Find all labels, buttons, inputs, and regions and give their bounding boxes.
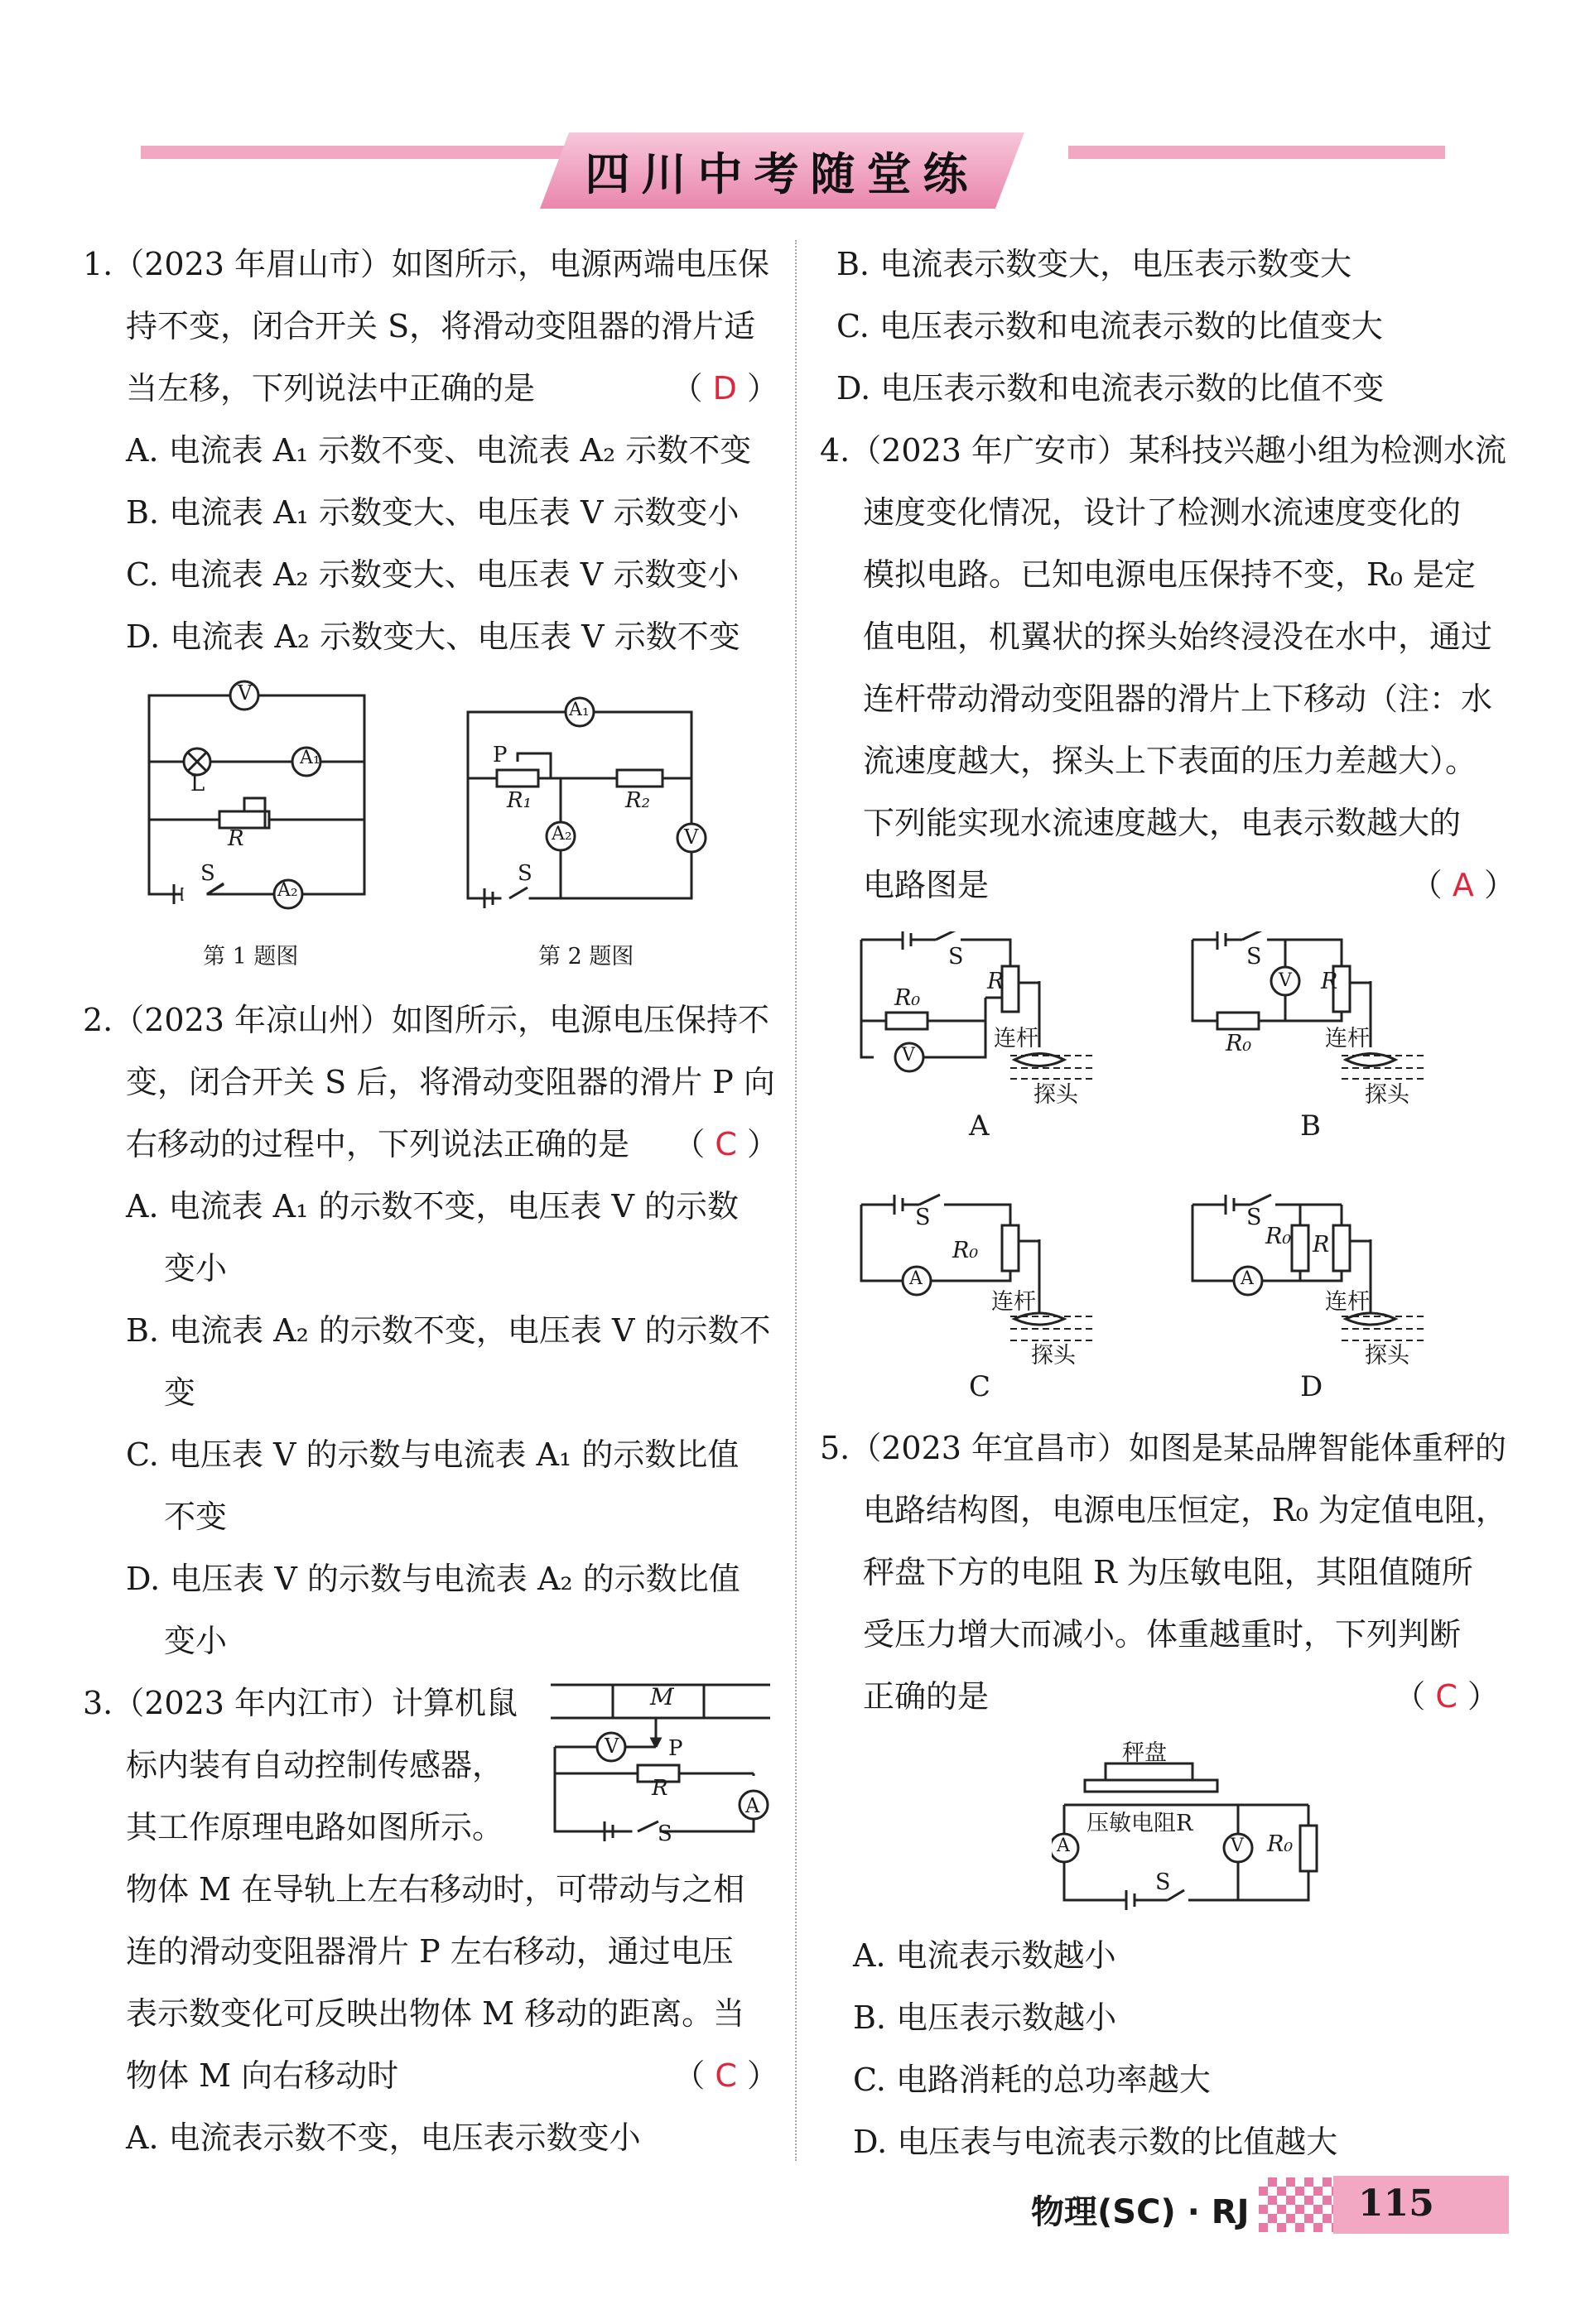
header-band-right bbox=[1068, 146, 1445, 159]
q1-option-a: A. 电流表 A₁ 示数不变、电流表 A₂ 示数不变 bbox=[126, 432, 752, 469]
fig3-label-v: V bbox=[605, 1735, 619, 1758]
fig1-label-r: R bbox=[228, 826, 244, 851]
fig1-label-s: S bbox=[200, 861, 215, 886]
q3-option-a: A. 电流表示数不变，电压表示数变小 bbox=[126, 2120, 641, 2156]
q4-line bbox=[820, 854, 1515, 917]
fig2-label-r1: R₁ bbox=[507, 788, 532, 813]
fig4d-label-probe: 探头 bbox=[1365, 1343, 1409, 1369]
q3-line bbox=[83, 2045, 778, 2107]
column-divider bbox=[795, 240, 797, 2161]
q5-option-d: D. 电压表与电流表示数的比值越大 bbox=[853, 2124, 1338, 2160]
q5-answer-letter: C bbox=[1435, 1678, 1458, 1715]
q2-option-a: A. 电流表 A₁ 的示数不变，电压表 V 的示数 bbox=[126, 1188, 740, 1225]
q1-option-d: D. 电流表 A₂ 示数变大、电压表 V 示数不变 bbox=[126, 618, 740, 655]
question-3-continued bbox=[836, 233, 1515, 420]
q5-answer: （ C ） bbox=[1394, 1678, 1499, 1715]
fig4b-label-r0: R₀ bbox=[1226, 1031, 1252, 1056]
fig4d-label-s: S bbox=[1246, 1205, 1262, 1230]
q4-line: 值电阻，机翼状的探头始终浸没在水中，通过 bbox=[863, 618, 1493, 655]
fig1-label-l: L bbox=[190, 772, 205, 796]
q5-line: 电路结构图，电源电压恒定，R₀ 为定值电阻， bbox=[863, 1492, 1507, 1528]
fig4a-label-probe: 探头 bbox=[1034, 1082, 1078, 1108]
q3-line: 物体 M 在导轨上左右移动时，可带动与之相 bbox=[126, 1871, 745, 1908]
q2-option-a-cont: 变小 bbox=[164, 1250, 228, 1287]
q2-line bbox=[83, 1114, 778, 1176]
fig5-label-pan: 秤盘 bbox=[1122, 1740, 1167, 1766]
fig5-label-s: S bbox=[1155, 1869, 1171, 1895]
figure-4b-circuit bbox=[1184, 931, 1449, 1097]
figure-4a-circuit bbox=[853, 931, 1118, 1097]
fig1-label-v: V bbox=[238, 681, 253, 705]
q5-line: 受压力增大而减小。体重越重时，下列判断 bbox=[863, 1616, 1462, 1653]
q5-line bbox=[820, 1666, 1499, 1728]
fig3-label-a: A bbox=[745, 1794, 760, 1817]
question-2 bbox=[83, 989, 778, 1672]
q3-option-c: C. 电压表示数和电流表示数的比值变大 bbox=[836, 308, 1383, 344]
fig4a-label-rod: 连杆 bbox=[994, 1026, 1038, 1051]
fig5-label-a: A bbox=[1057, 1836, 1070, 1856]
fig4-option-d: D bbox=[1300, 1370, 1323, 1403]
fig4a-label-s: S bbox=[948, 944, 964, 970]
q4-line: 下列能实现水流速度越大，电表示数越大的 bbox=[863, 805, 1462, 841]
figure-1-caption: 第 1 题图 bbox=[203, 944, 299, 970]
fig4-option-a: A bbox=[969, 1109, 990, 1143]
q3-answer-letter: C bbox=[715, 2057, 737, 2094]
fig4d-label-r0: R₀ bbox=[1265, 1224, 1292, 1249]
footer-subject: 物理(SC) · RJ bbox=[1031, 2193, 1250, 2231]
right-column-lower bbox=[820, 1417, 1507, 1728]
q3-line: 标内装有自动控制传感器， bbox=[126, 1747, 504, 1783]
q2-option-d-cont: 变小 bbox=[164, 1623, 228, 1659]
fig4-option-c: C bbox=[969, 1370, 991, 1403]
question-5 bbox=[820, 1417, 1507, 1728]
figure-4c-circuit bbox=[853, 1188, 1118, 1354]
right-column bbox=[820, 233, 1515, 917]
q3-line: 连的滑动变阻器滑片 P 左右移动，通过电压 bbox=[126, 1933, 734, 1970]
q2-line: 变，闭合开关 S 后，将滑动变阻器的滑片 P 向 bbox=[126, 1064, 775, 1100]
fig4d-label-rod: 连杆 bbox=[1325, 1289, 1370, 1315]
fig2-label-a2: A₂ bbox=[552, 824, 572, 844]
q5-line-text: 正确的是 bbox=[863, 1678, 990, 1715]
q4-line: 流速度越大，探头上下表面的压力差越大）。 bbox=[863, 743, 1477, 779]
fig2-label-s: S bbox=[518, 861, 532, 886]
figure-2-circuit bbox=[460, 695, 708, 911]
fig4a-label-r0: R₀ bbox=[894, 985, 921, 1011]
fig1-label-a1: A₁ bbox=[300, 748, 320, 768]
fig4c-label-probe: 探头 bbox=[1031, 1343, 1076, 1369]
q5-line: 秤盘下方的电阻 R 为压敏电阻，其阻值随所 bbox=[863, 1554, 1473, 1590]
q4-line: 模拟电路。已知电源电压保持不变，R₀ 是定 bbox=[863, 556, 1476, 593]
fig4c-label-r0: R₀ bbox=[952, 1238, 979, 1263]
q1-line: 1.（2023 年眉山市）如图所示，电源两端电压保 bbox=[83, 246, 770, 282]
fig2-label-v: V bbox=[684, 825, 699, 849]
q5-option-c: C. 电路消耗的总功率越大 bbox=[853, 2062, 1211, 2098]
fig1-label-a2: A₂ bbox=[277, 880, 298, 901]
q4-line: 连杆带动滑动变阻器的滑片上下移动（注：水 bbox=[863, 681, 1493, 717]
q2-answer: （ C ） bbox=[673, 1126, 778, 1162]
q5-options bbox=[853, 1925, 1532, 2173]
fig4c-label-s: S bbox=[915, 1205, 931, 1230]
q4-line: 4.（2023 年广安市）某科技兴趣小组为检测水流 bbox=[820, 432, 1507, 469]
fig5-label-resistor: 压敏电阻R bbox=[1086, 1811, 1193, 1836]
q5-option-a: A. 电流表示数越小 bbox=[853, 1937, 1116, 1974]
q3-answer: （ C ） bbox=[673, 2057, 778, 2094]
fig4b-label-rod: 连杆 bbox=[1325, 1026, 1370, 1051]
q2-option-d: D. 电压表 V 的示数与电流表 A₂ 的示数比值 bbox=[126, 1561, 740, 1597]
figure-4d-circuit bbox=[1184, 1188, 1449, 1354]
fig2-label-r2: R₂ bbox=[625, 788, 650, 813]
q2-option-c-cont: 不变 bbox=[164, 1499, 228, 1535]
fig5-label-r0: R₀ bbox=[1267, 1831, 1294, 1857]
fig4b-label-probe: 探头 bbox=[1365, 1082, 1409, 1108]
fig4b-label-s: S bbox=[1246, 944, 1262, 970]
fig3-label-r: R bbox=[652, 1776, 668, 1801]
fig4a-label-v: V bbox=[902, 1045, 915, 1066]
header-band-left bbox=[141, 146, 580, 159]
q3-line: 3.（2023 年内江市）计算机鼠 bbox=[83, 1685, 518, 1721]
fig4-option-b: B bbox=[1300, 1109, 1321, 1143]
q3-line: 表示数变化可反映出物体 M 移动的距离。当 bbox=[126, 1995, 745, 2032]
q3-option-d: D. 电压表示数和电流表示数的比值不变 bbox=[836, 370, 1385, 407]
q1-option-b: B. 电流表 A₁ 示数变大、电压表 V 示数变小 bbox=[126, 494, 740, 531]
left-column bbox=[83, 233, 778, 668]
q5-option-b: B. 电压表示数越小 bbox=[853, 1999, 1117, 2036]
fig4d-label-a: A bbox=[1241, 1268, 1254, 1289]
q1-line: 持不变，闭合开关 S，将滑动变阻器的滑片适 bbox=[126, 308, 756, 344]
fig2-label-a1: A₁ bbox=[569, 700, 590, 720]
q1-answer-letter: D bbox=[712, 370, 737, 407]
question-1 bbox=[83, 233, 778, 668]
left-column-lower bbox=[83, 989, 778, 2169]
q1-option-c: C. 电流表 A₂ 示数变大、电压表 V 示数变小 bbox=[126, 556, 740, 593]
fig4d-label-r: R bbox=[1313, 1232, 1330, 1258]
fig5-label-v: V bbox=[1231, 1836, 1244, 1856]
question-4 bbox=[820, 420, 1515, 917]
fig4a-label-r: R bbox=[987, 969, 1005, 994]
q2-option-b-cont: 变 bbox=[164, 1374, 196, 1411]
q4-line-text: 电路图是 bbox=[863, 867, 990, 903]
q1-line-text: 当左移，下列说法中正确的是 bbox=[126, 370, 536, 407]
q1-answer: （ D ） bbox=[671, 370, 778, 407]
q2-answer-letter: C bbox=[715, 1126, 737, 1162]
q3-line: 其工作原理电路如图所示。 bbox=[126, 1809, 504, 1845]
fig3-label-m: M bbox=[650, 1683, 674, 1711]
figure-1-circuit bbox=[141, 679, 373, 919]
figure-2-caption: 第 2 题图 bbox=[538, 944, 634, 970]
fig2-label-p: P bbox=[493, 743, 508, 767]
fig4c-label-a: A bbox=[909, 1268, 923, 1289]
q4-line: 速度变化情况，设计了检测水流速度变化的 bbox=[863, 494, 1462, 531]
q3-option-b: B. 电流表示数变大，电压表示数变大 bbox=[836, 246, 1352, 282]
fig3-label-s: S bbox=[658, 1821, 672, 1846]
q1-line bbox=[83, 358, 778, 420]
fig3-label-p: P bbox=[668, 1736, 683, 1761]
q4-answer-letter: A bbox=[1452, 867, 1474, 903]
footer-checker-pattern bbox=[1259, 2177, 1333, 2232]
fig4b-label-v: V bbox=[1279, 970, 1292, 991]
page-number: 115 bbox=[1358, 2182, 1434, 2225]
q2-line: 2.（2023 年凉山州）如图所示，电源电压保持不 bbox=[83, 1002, 770, 1038]
q3-line-text: 物体 M 向右移动时 bbox=[126, 2057, 399, 2094]
q2-option-c: C. 电压表 V 的示数与电流表 A₁ 的示数比值 bbox=[126, 1436, 740, 1473]
fig4b-label-r: R bbox=[1321, 969, 1338, 994]
page-title: 四川中考随堂练 bbox=[585, 148, 980, 200]
q2-option-b: B. 电流表 A₂ 的示数不变，电压表 V 的示数不 bbox=[126, 1312, 771, 1349]
q4-answer: （ A ） bbox=[1410, 867, 1515, 903]
q2-line-text: 右移动的过程中，下列说法正确的是 bbox=[126, 1126, 630, 1162]
fig4c-label-rod: 连杆 bbox=[991, 1289, 1036, 1315]
q5-line: 5.（2023 年宜昌市）如图是某品牌智能体重秤的 bbox=[820, 1430, 1507, 1466]
